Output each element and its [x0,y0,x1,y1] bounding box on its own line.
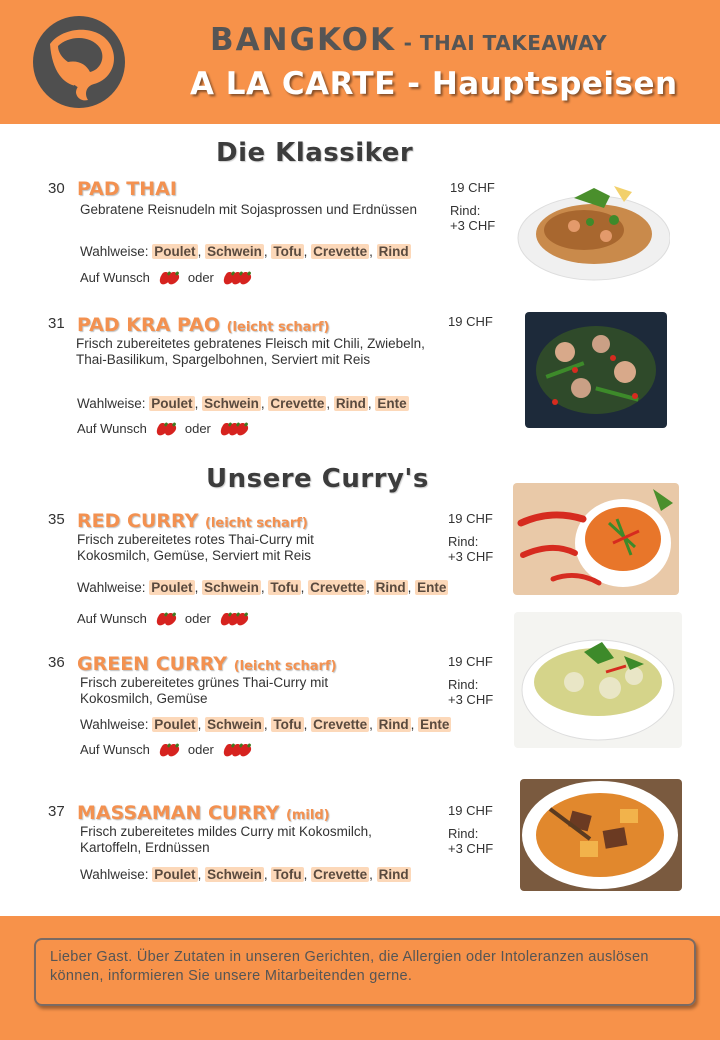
dish-options: Wahlweise: Poulet , Schwein , Tofu , Crevette , Rind , Ente [77,580,447,595]
dish-description: Gebratene Reisnudeln mit Sojasprossen und Erdnüssen [80,202,417,217]
dish-number: 35 [48,511,65,528]
dish-number: 37 [48,803,65,820]
options-label: Wahlweise: [80,244,149,259]
dish-name [77,802,330,824]
spice-wish [80,742,254,757]
dish-name [77,653,337,675]
spice-wish [77,611,251,626]
elephant-logo-icon [28,14,130,110]
dish-spice-note: (leicht scharf) [204,516,308,531]
price-value: 19 CHF [448,654,493,669]
or-label: oder [184,421,211,436]
dish-number: 30 [48,180,65,197]
brand-name: BANGKOK [210,22,397,58]
option-ente: Ente [377,396,407,411]
or-label: oder [184,611,211,626]
dish-name [77,178,177,200]
option-poulet: Poulet [151,396,193,411]
price-value: 19 CHF [448,803,493,818]
option-schwein: Schwein [204,396,259,411]
dish-description: Frisch zubereitetes rotes Thai-Curry mit Kokosmilch, Gemüse, Serviert mit Reis [77,532,314,563]
section-title-curry: Unsere Curry's [206,464,429,494]
option-ente: Ente [417,580,447,595]
spice-wish [80,270,254,285]
price-value: 19 CHF [448,314,493,329]
dish-price [448,654,493,707]
menu-header [0,0,720,124]
dish-options: Wahlweise: Poulet , Schwein , Crevette , Rind , Ente [77,396,407,411]
chili-icon-triple [222,272,254,284]
wish-label: Auf Wunsch [77,611,147,626]
extra-price: +3 CHF [448,692,494,707]
page-title: A LA CARTE - Hauptspeisen [190,66,678,102]
extra-label: Rind: [448,826,479,841]
option-rind: Rind [335,396,366,411]
pad-thai-photo [514,178,670,284]
or-label: oder [187,742,214,757]
restaurant-brand [210,22,607,58]
wish-label: Auf Wunsch [77,421,147,436]
option-crevette: Crevette [313,867,368,882]
dish-name-text: RED CURRY [77,510,199,532]
option-tofu: Tofu [270,580,299,595]
dish-description: Frisch zubereitetes grünes Thai-Curry mit Kokosmilch, Gemüse [80,675,329,706]
option-crevette: Crevette [310,580,365,595]
chili-icon-double [158,744,180,756]
dish-name-text: PAD THAI [77,178,177,200]
chili-icon-double [155,423,177,435]
brand-subtitle: - THAI TAKEAWAY [403,31,608,55]
dish-name [77,314,329,336]
wish-label: Auf Wunsch [80,742,150,757]
allergy-notice-text: Lieber Gast. Über Zutaten in unseren Gerichten, die Allergien oder Intoleranzen auslösen können, informieren Sie unsere Mitarbeitenden gerne. [50,949,649,984]
red-curry-photo [513,483,679,595]
option-rind: Rind [378,244,409,259]
option-crevette: Crevette [313,717,368,732]
dish-spice-note: (mild) [285,808,330,823]
options-label: Wahlweise: [77,580,146,595]
extra-price: +3 CHF [450,218,496,233]
option-schwein: Schwein [207,244,262,259]
option-rind: Rind [378,867,409,882]
option-tofu: Tofu [273,867,302,882]
dish-options: Wahlweise: Poulet , Schwein , Tofu , Crevette , Rind [80,244,409,259]
chili-icon-triple [222,744,254,756]
dish-options: Wahlweise: Poulet , Schwein , Tofu , Crevette , Rind [80,867,409,882]
dish-options: Wahlweise: Poulet , Schwein , Tofu , Crevette , Rind , Ente [80,717,450,732]
dish-price [448,314,493,329]
section-title-klassiker: Die Klassiker [216,138,414,168]
options-label: Wahlweise: [80,717,149,732]
option-schwein: Schwein [207,717,262,732]
option-tofu: Tofu [273,717,302,732]
dish-name-text: PAD KRA PAO [77,314,220,336]
chili-icon-double [158,272,180,284]
options-label: Wahlweise: [80,867,149,882]
spice-wish [77,421,251,436]
dish-number: 36 [48,654,65,671]
option-poulet: Poulet [154,717,196,732]
option-poulet: Poulet [154,244,196,259]
price-value: 19 CHF [450,180,495,195]
chili-icon-double [155,613,177,625]
dish-number: 31 [48,315,65,332]
allergy-footer [0,916,720,1040]
options-label: Wahlweise: [77,396,146,411]
wish-label: Auf Wunsch [80,270,150,285]
option-crevette: Crevette [270,396,325,411]
option-tofu: Tofu [273,244,302,259]
dish-name-text: MASSAMAN CURRY [77,802,280,824]
allergy-notice-box [34,938,696,1006]
extra-label: Rind: [448,677,479,692]
option-poulet: Poulet [154,867,196,882]
pad-kra-pao-photo [525,312,667,428]
option-rind: Rind [378,717,409,732]
extra-price: +3 CHF [448,841,494,856]
chili-icon-triple [219,613,251,625]
option-crevette: Crevette [313,244,368,259]
option-schwein: Schwein [207,867,262,882]
chili-icon-triple [219,423,251,435]
dish-price [448,511,493,564]
dish-price [448,803,493,856]
dish-name-text: GREEN CURRY [77,653,228,675]
extra-label: Rind: [448,534,479,549]
option-ente: Ente [420,717,450,732]
extra-price: +3 CHF [448,549,494,564]
or-label: oder [187,270,214,285]
dish-description: Frisch zubereitetes gebratenes Fleisch mit Chili, Zwiebeln, Thai-Basilikum, Spargelbohnen, Serviert mit Reis [76,336,425,367]
option-rind: Rind [375,580,406,595]
dish-price [450,180,495,233]
option-poulet: Poulet [151,580,193,595]
massaman-curry-photo [520,779,682,891]
option-schwein: Schwein [204,580,259,595]
extra-label: Rind: [450,203,481,218]
dish-description: Frisch zubereitetes mildes Curry mit Kokosmilch, Kartoffeln, Erdnüssen [80,824,372,855]
dish-spice-note: (leicht scharf) [226,320,330,335]
green-curry-photo [514,612,682,748]
dish-name [77,510,308,532]
price-value: 19 CHF [448,511,493,526]
dish-spice-note: (leicht scharf) [233,659,337,674]
